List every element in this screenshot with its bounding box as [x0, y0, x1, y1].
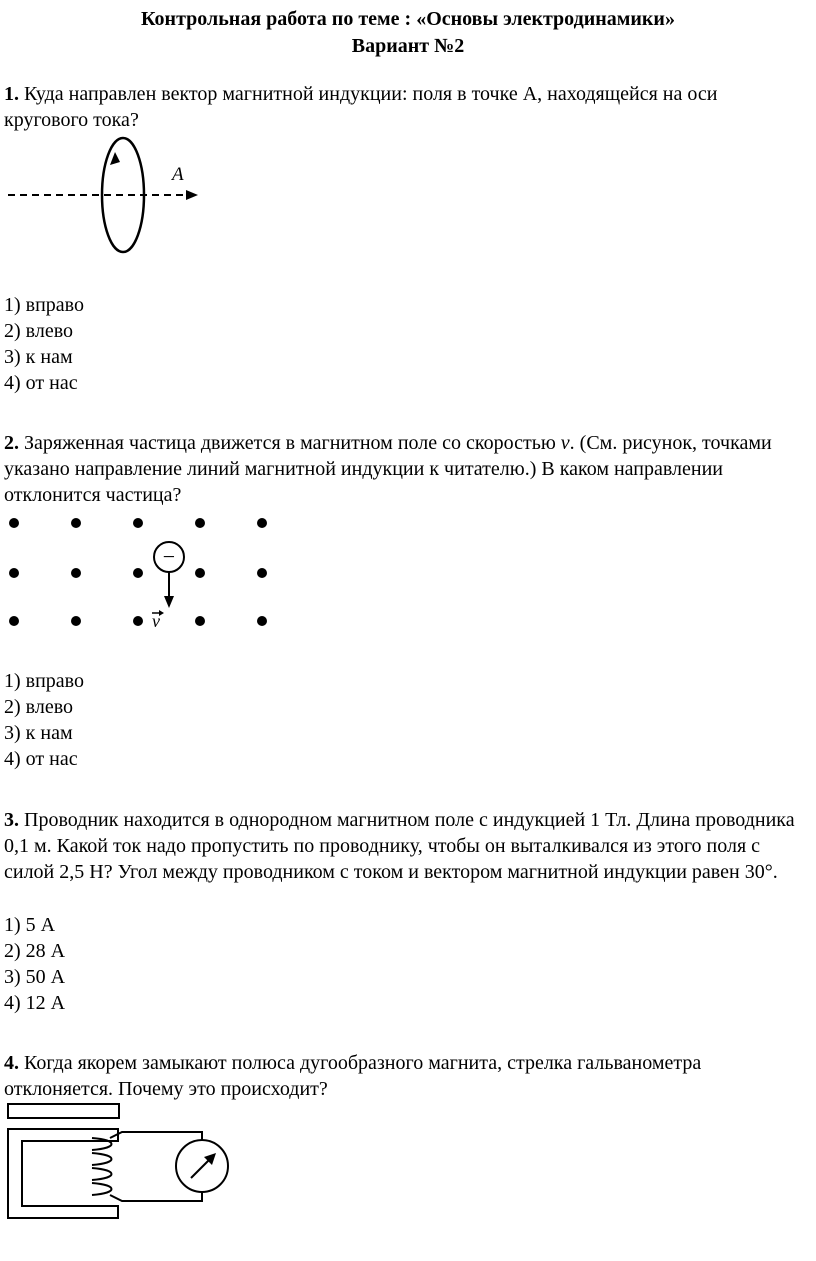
question-4-number: 4.	[4, 1052, 19, 1074]
velocity-arrowhead	[164, 596, 174, 608]
axis-arrowhead	[186, 190, 198, 200]
figure-magnet-galvanometer	[0, 1098, 245, 1228]
question-1-number: 1.	[4, 83, 19, 105]
question-1	[4, 81, 804, 133]
horseshoe-magnet	[8, 1129, 118, 1218]
velocity-label: v	[152, 611, 160, 631]
q2-option-1: 1) вправо	[4, 670, 84, 692]
coil	[92, 1138, 112, 1195]
figure-circular-current	[0, 135, 215, 260]
armature	[8, 1104, 119, 1118]
q3-option-2: 2) 28 А	[4, 940, 66, 962]
question-2-text-end: . (См. рисунок, точками указано направление линий магнитной индукции к читателю.) В каком направлении отклонится частица?	[4, 432, 772, 506]
page-title: Контрольная работа по теме : «Основы электродинамики»	[141, 8, 675, 30]
q1-option-1: 1) вправо	[4, 294, 84, 316]
point-a-label: A	[172, 164, 184, 185]
question-2-text-start: Заряженная частица движется в магнитном поле со скоростью	[24, 432, 561, 454]
question-3-number: 3.	[4, 809, 19, 831]
question-4	[4, 1050, 804, 1102]
figure-magnetic-field	[0, 505, 280, 635]
current-direction-arrow	[110, 152, 120, 165]
q2-option-4: 4) от нас	[4, 748, 78, 770]
q3-option-3: 3) 50 А	[4, 966, 66, 988]
wire-top	[110, 1132, 202, 1140]
q1-option-3: 3) к нам	[4, 346, 73, 368]
field-dots	[9, 518, 267, 626]
particle-charge: −	[162, 544, 176, 569]
q1-option-4: 4) от нас	[4, 372, 78, 394]
question-1-text: Куда направлен вектор магнитной индукции: поля в точке А, находящейся на оси кругового тока?	[4, 83, 718, 131]
q2-option-3: 3) к нам	[4, 722, 73, 744]
variant-title: Вариант №2	[351, 35, 465, 57]
question-3-text: Проводник находится в однородном магнитном поле с индукцией 1 Тл. Длина проводника 0,1 м. Какой ток надо пропустить по проводнику, чтобы он выталкивался из этого поля с силой 2,5 Н? Угол между проводником с током и вектором магнитной индукции равен 30°.	[4, 809, 795, 883]
question-3	[4, 807, 804, 885]
question-2-number: 2.	[4, 432, 19, 454]
wire-bottom	[110, 1192, 202, 1201]
q2-option-2: 2) влево	[4, 696, 74, 718]
velocity-symbol: v	[560, 432, 570, 454]
q3-option-1: 1) 5 А	[4, 914, 56, 936]
q3-option-4: 4) 12 А	[4, 992, 66, 1014]
question-2	[4, 430, 804, 508]
question-4-text: Когда якорем замыкают полюса дугообразного магнита, стрелка гальванометра отклоняется. Почему это происходит?	[4, 1052, 702, 1100]
q1-option-2: 2) влево	[4, 320, 74, 342]
